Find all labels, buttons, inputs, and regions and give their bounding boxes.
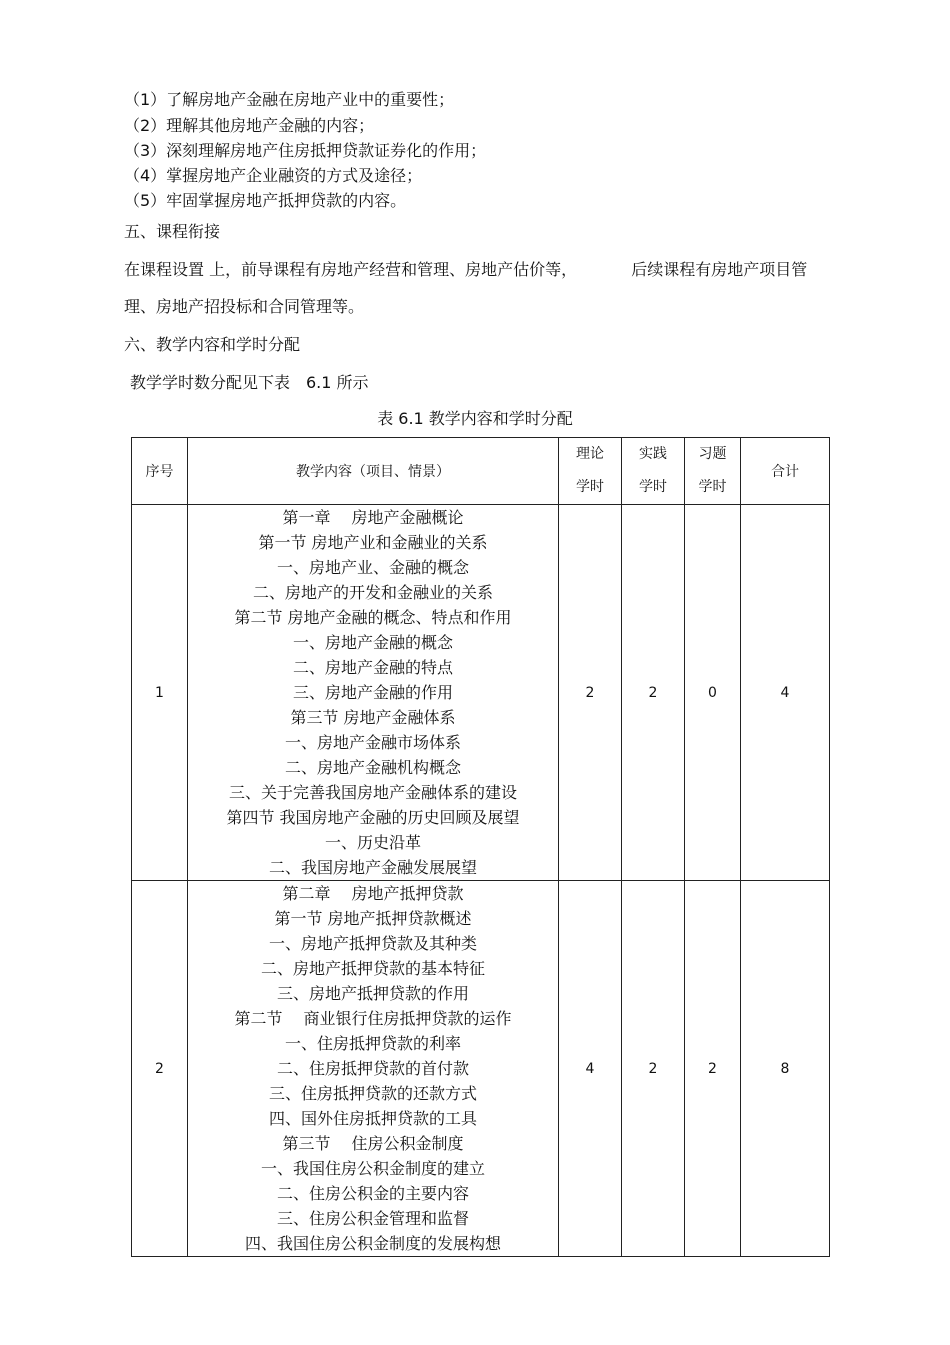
row-seq: 2 [132,881,188,1257]
header-exercise: 习题 学时 [685,438,741,505]
table-caption: 表 6.1 教学内容和学时分配 [377,409,573,428]
header-content: 教学内容（项目、情景） [188,438,559,505]
header-total: 合计 [741,438,830,505]
row-seq: 1 [132,505,188,881]
content-line: 一、房地产抵押贷款及其种类 [268,934,477,953]
header-seq: 序号 [132,438,188,505]
row-exercise-hours: 2 [685,881,741,1257]
content-line: 三、房地产金融的作用 [292,683,453,702]
row-exercise-hours: 0 [685,505,741,881]
row-total-hours: 8 [741,881,830,1257]
content-line: 二、住房公积金的主要内容 [276,1184,469,1203]
row-practice-hours: 2 [622,505,685,881]
content-line: 二、房地产抵押贷款的基本特征 [260,959,485,978]
content-line: 第一节 房地产抵押贷款概述 [274,909,472,928]
content-line: 一、住房抵押贷款的利率 [284,1034,461,1053]
content-line: 第三节 住房公积金制度 [282,1134,464,1153]
content-line: 二、房地产的开发和金融业的关系 [252,583,493,602]
content-line: 第一章 房地产金融概论 [282,508,464,527]
objective-item: （2）理解其他房地产金融的内容； [124,116,375,135]
course-link-text-right: 后续课程有房地产项目管 [631,260,808,279]
content-line: 四、国外住房抵押贷款的工具 [268,1109,477,1128]
objective-item: （5）牢固掌握房地产抵押贷款的内容。 [124,191,407,210]
content-line: 一、房地产金融的概念 [292,633,453,652]
content-line: 第一节 房地产业和金融业的关系 [258,533,488,552]
content-line: 三、住房抵押贷款的还款方式 [268,1084,477,1103]
content-line: 第二节 商业银行住房抵押贷款的运作 [234,1009,512,1028]
content-line: 三、关于完善我国房地产金融体系的建设 [228,783,517,802]
content-line: 二、住房抵押贷款的首付款 [276,1059,469,1078]
content-line: 第二节 房地产金融的概念、特点和作用 [234,608,512,627]
objective-item: （1）了解房地产金融在房地产业中的重要性； [124,90,455,109]
course-link-paragraph-line1 [124,257,807,280]
content-line: 二、房地产金融机构概念 [284,758,461,777]
content-line: 二、我国房地产金融发展展望 [268,858,477,877]
row-content [188,505,559,881]
content-line: 一、房地产业、金融的概念 [276,558,469,577]
row-total-hours: 4 [741,505,830,881]
content-line: 第三节 房地产金融体系 [290,708,456,727]
course-link-paragraph-line2: 理、房地产招投标和合同管理等。 [124,297,365,316]
table-intro: 教学学时数分配见下表 6.1 所示 [130,373,369,392]
hours-table [131,437,830,1257]
table-row [132,505,830,881]
content-line: 第四节 我国房地产金融的历史回顾及展望 [226,808,520,827]
objective-item: （4）掌握房地产企业融资的方式及途径； [124,166,423,185]
content-line: 四、我国住房公积金制度的发展构想 [244,1234,501,1253]
course-link-text-left: 在课程设置 上，前导课程有房地产经营和管理、房地产估价等， [124,260,578,279]
row-content [188,881,559,1257]
objective-item: （3）深刻理解房地产住房抵押贷款证券化的作用； [124,141,487,160]
content-line: 第二章 房地产抵押贷款 [282,884,464,903]
row-theory-hours: 4 [559,881,622,1257]
row-practice-hours: 2 [622,881,685,1257]
content-line: 三、住房公积金管理和监督 [276,1209,469,1228]
content-line: 二、房地产金融的特点 [292,658,453,677]
content-line: 三、房地产抵押贷款的作用 [276,984,469,1003]
content-line: 一、我国住房公积金制度的建立 [260,1159,485,1178]
content-line: 一、房地产金融市场体系 [284,733,461,752]
table-header-row [132,438,830,505]
table-row [132,881,830,1257]
content-line: 一、历史沿革 [324,833,421,852]
row-theory-hours: 2 [559,505,622,881]
header-theory: 理论 学时 [559,438,622,505]
section-heading-course-link: 五、课程衔接 [124,222,221,241]
header-practice: 实践 学时 [622,438,685,505]
section-heading-content-hours: 六、教学内容和学时分配 [124,335,301,354]
